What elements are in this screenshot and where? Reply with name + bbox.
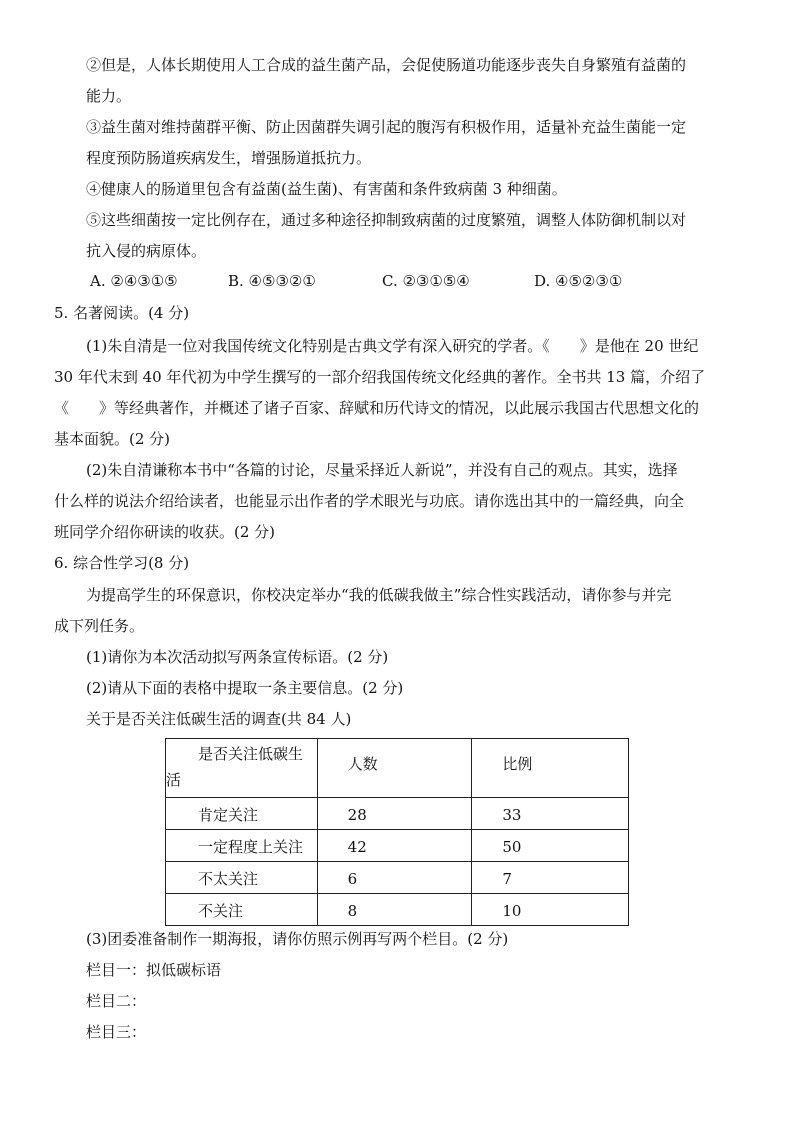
row-label: 不关注 — [198, 902, 244, 920]
row-count: 8 — [347, 902, 358, 920]
row-label: 一定程度上关注 — [198, 838, 304, 856]
question-5-title: 5. 名著阅读。(4 分) — [54, 304, 190, 322]
header-cell-status-part1: 是否关注低碳生 — [198, 745, 304, 763]
row-ratio: 33 — [502, 806, 522, 824]
q6-subtask-2: (2)请从下面的表格中提取一条主要信息。(2 分) — [86, 679, 404, 697]
q5-part1-line2: 30 年代末到 40 年代初为中学生撰写的一部介绍我国传统文化经典的著作。全书共 13 篇，介绍了 — [54, 368, 706, 386]
survey-table — [165, 738, 629, 926]
option-c: C. ②③①⑤④ — [382, 272, 470, 290]
item-5-line1: ⑤这些细菌按一定比例存在，通过多种途径抑制致病菌的过度繁殖，调整人体防御机制以对 — [86, 211, 687, 229]
row-label: 不太关注 — [198, 870, 259, 888]
row-count: 42 — [347, 838, 367, 856]
poster-column-1: 栏目一：拟低碳标语 — [86, 961, 222, 979]
table-row — [166, 798, 629, 830]
poster-column-3: 栏目三： — [86, 1023, 147, 1041]
q5-part1-line3: 《 》等经典著作，并概述了诸子百家、辞赋和历代诗文的情况，以此展示我国古代思想文化的 — [54, 399, 700, 417]
row-ratio: 7 — [502, 870, 512, 888]
header-cell-status-part2: 活 — [166, 771, 182, 789]
q5-part1-line1: (1)朱自清是一位对我国传统文化特别是古典文学有深入研究的学者。《 》是他在 20 世纪 — [86, 337, 699, 355]
q6-intro-line1: 为提高学生的环保意识，你校决定举办“我的低碳我做主”综合性实践活动，请你参与并完 — [86, 586, 672, 604]
option-a: A. ②④③①⑤ — [90, 272, 178, 290]
q6-subtask-1: (1)请你为本次活动拟写两条宣传标语。(2 分) — [86, 648, 389, 666]
row-ratio: 10 — [502, 902, 522, 920]
option-b: B. ④⑤③②① — [228, 272, 316, 290]
item-2-line2: 能力。 — [86, 87, 132, 105]
row-ratio: 50 — [502, 838, 522, 856]
row-label: 肯定关注 — [198, 806, 259, 824]
row-count: 6 — [347, 870, 358, 888]
q6-intro-line2: 成下列任务。 — [54, 617, 145, 635]
option-d: D. ④⑤②③① — [534, 272, 623, 290]
item-4-line1: ④健康人的肠道里包含有益菌(益生菌)、有害菌和条件致病菌 3 种细菌。 — [86, 180, 567, 198]
row-count: 28 — [347, 806, 367, 824]
table-row — [166, 862, 629, 894]
question-6-title: 6. 综合性学习(8 分) — [54, 554, 190, 572]
q5-part2-line2: 什么样的说法介绍给读者，也能显示出作者的学术眼光与功底。请你选出其中的一篇经典，向全 — [54, 492, 685, 510]
item-3-line1: ③益生菌对维持菌群平衡、防止因菌群失调引起的腹泻有积极作用，适量补充益生菌能一定 — [86, 118, 687, 136]
q6-subtask-3: (3)团委准备制作一期海报，请你仿照示例再写两个栏目。(2 分) — [86, 930, 509, 948]
table-row — [166, 830, 629, 862]
table-header-row — [166, 739, 629, 798]
header-cell-count: 人数 — [347, 755, 378, 773]
item-2-line1: ②但是，人体长期使用人工合成的益生菌产品，会促使肠道功能逐步丧失自身繁殖有益菌的 — [86, 56, 687, 74]
q5-part2-line3: 班同学介绍你研读的收获。(2 分) — [54, 523, 276, 541]
survey-table-caption: 关于是否关注低碳生活的调查(共 84 人) — [86, 710, 352, 728]
header-cell-ratio: 比例 — [502, 755, 533, 773]
table-row — [166, 894, 629, 926]
q5-part1-line4: 基本面貌。(2 分) — [54, 430, 171, 448]
poster-column-2: 栏目二： — [86, 992, 147, 1010]
item-3-line2: 程度预防肠道疾病发生，增强肠道抵抗力。 — [86, 149, 372, 167]
q5-part2-line1: (2)朱自清谦称本书中“各篇的讨论，尽量采择近人新说”，并没有自己的观点。其实，选择 — [86, 461, 678, 479]
item-5-line2: 抗入侵的病原体。 — [86, 242, 207, 260]
